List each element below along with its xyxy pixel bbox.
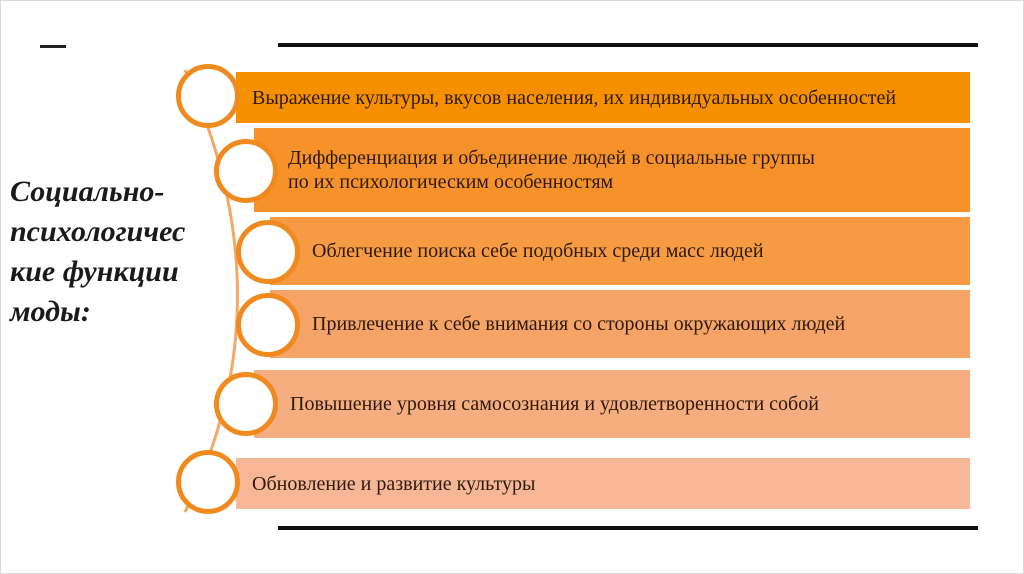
function-bar-1	[236, 72, 970, 123]
function-bar-5	[254, 370, 970, 438]
function-label-3: Облегчение поиска себе подобных среди масс людей	[312, 240, 764, 262]
circle-marker-3	[236, 220, 300, 284]
function-label-4: Привлечение к себе внимания со стороны окружающих людей	[312, 313, 846, 335]
function-label-2: Дифференциация и объединение людей в социальные группы по их психологическим особенностям	[288, 147, 815, 193]
circle-marker-4	[236, 293, 300, 357]
function-bar-4	[270, 290, 970, 358]
slide-title: Социально- психологичес кие функции моды:	[10, 175, 186, 328]
function-label-1: Выражение культуры, вкусов населения, их индивидуальных особенностей	[252, 86, 897, 109]
function-bar-6	[236, 458, 970, 509]
function-bar-2	[254, 128, 970, 212]
circle-marker-6	[176, 450, 240, 514]
circle-marker-5	[214, 372, 278, 436]
circle-marker-2	[214, 139, 278, 203]
function-label-6: Обновление и развитие культуры	[252, 472, 536, 495]
circle-marker-1	[176, 64, 240, 128]
function-label-5: Повышение уровня самосознания и удовлетворенности собой	[290, 393, 819, 415]
function-bar-3	[270, 217, 970, 285]
